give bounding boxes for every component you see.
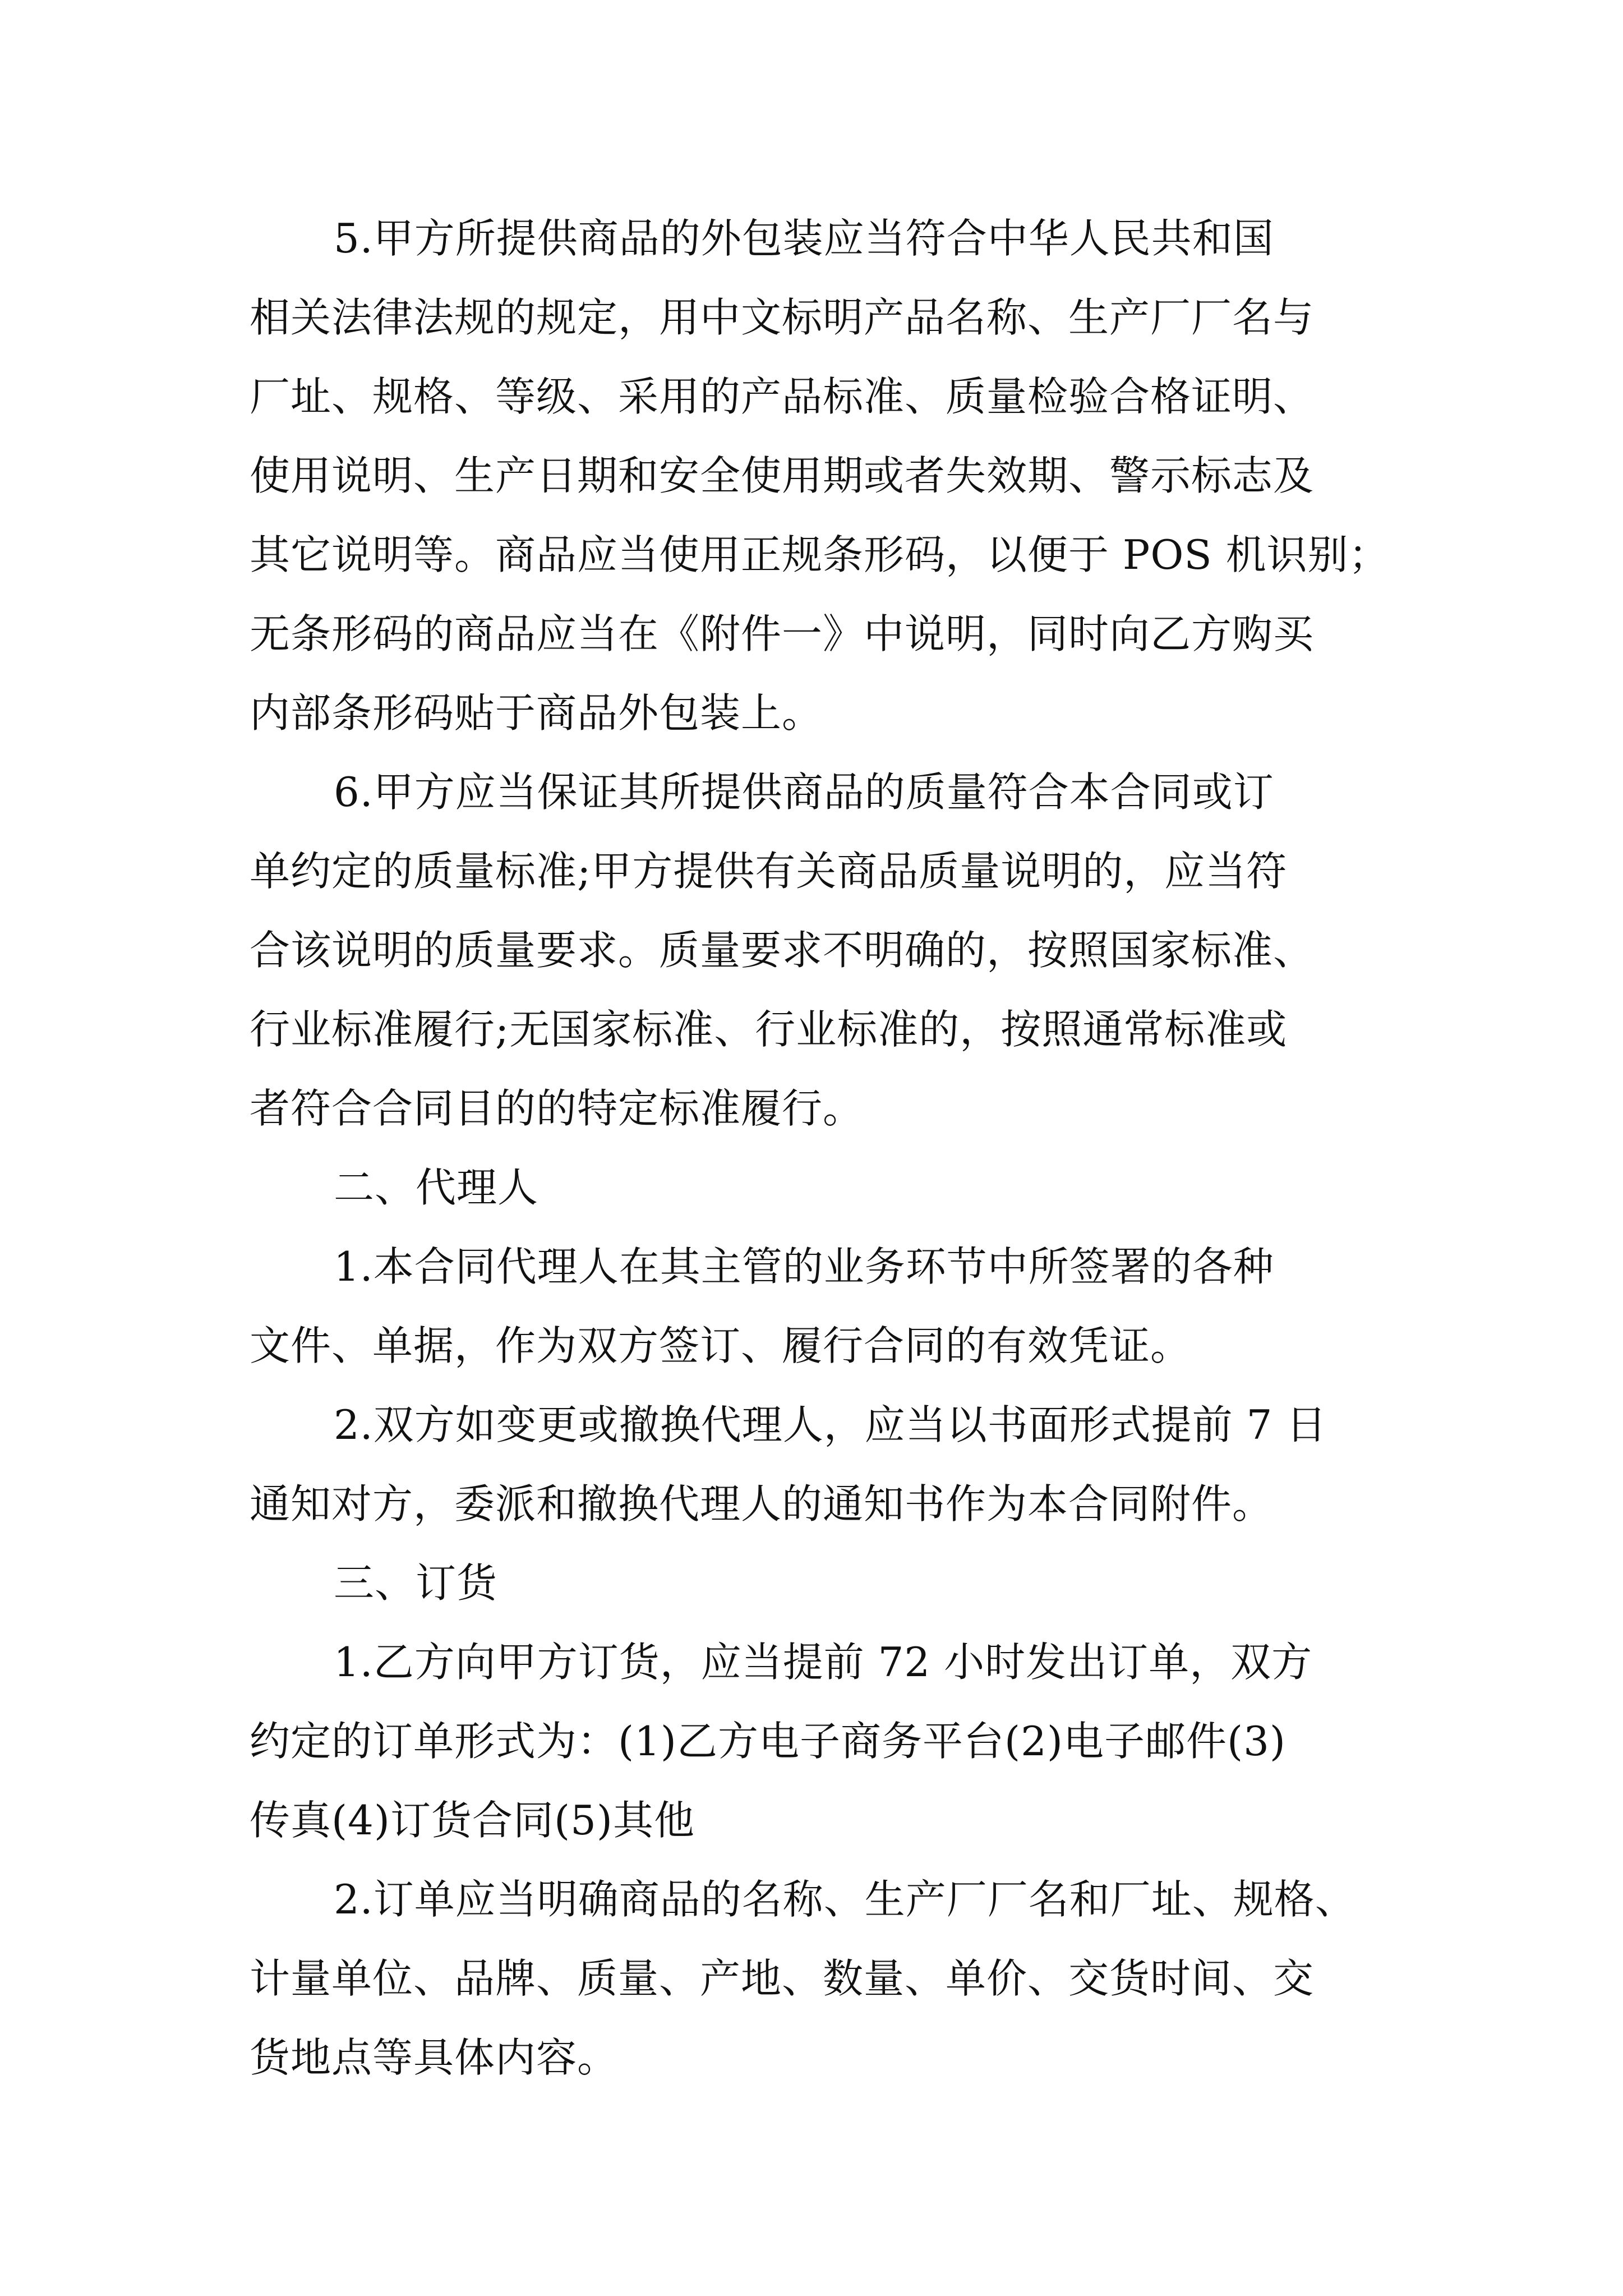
text-line: 单约定的质量标准;甲方提供有关商品质量说明的，应当符 (250, 848, 1288, 895)
text-line: 6.甲方应当保证其所提供商品的质量符合本合同或订 (334, 769, 1274, 816)
text-line: 1.乙方向甲方订货，应当提前 72 小时发出订单，双方 (334, 1639, 1313, 1686)
text-line: 计量单位、品牌、质量、产地、数量、单价、交货时间、交 (250, 1955, 1315, 2002)
document-body (250, 199, 1390, 2097)
text-line: 内部条形码贴于商品外包装上。 (250, 689, 823, 737)
text-line: 货地点等具体内容。 (250, 2034, 619, 2081)
text-line: 无条形码的商品应当在《附件一》中说明，同时向乙方购买 (250, 610, 1315, 657)
text-line: 通知对方，委派和撤换代理人的通知书作为本合同附件。 (250, 1480, 1274, 1527)
text-line: 文件、单据，作为双方签订、履行合同的有效凭证。 (250, 1322, 1192, 1369)
text-line: 其它说明等。商品应当使用正规条形码，以便于 POS 机识别； (250, 531, 1390, 578)
text-line: 约定的订单形式为：(1)乙方电子商务平台(2)电子邮件(3) (250, 1718, 1286, 1765)
text-line: 者符合合同目的的特定标准履行。 (250, 1085, 864, 1132)
text-line: 合该说明的质量要求。质量要求不明确的，按照国家标准、 (250, 927, 1315, 974)
text-line: 1.本合同代理人在其主管的业务环节中所签署的各种 (334, 1243, 1274, 1290)
text-line: 相关法律法规的规定，用中文标明产品名称、生产厂厂名与 (250, 294, 1315, 341)
text-line: 使用说明、生产日期和安全使用期或者失效期、警示标志及 (250, 452, 1315, 499)
text-line: 厂址、规格、等级、采用的产品标准、质量检验合格证明、 (250, 373, 1315, 420)
text-line: 2.订单应当明确商品的名称、生产厂厂名和厂址、规格、 (334, 1876, 1356, 1923)
text-line: 传真(4)订货合同(5)其他 (250, 1797, 695, 1844)
text-line: 行业标准履行;无国家标准、行业标准的，按照通常标准或 (250, 1006, 1288, 1053)
section-heading: 三、订货 (334, 1559, 498, 1607)
section-heading: 二、代理人 (334, 1164, 539, 1211)
text-line: 2.双方如变更或撤换代理人，应当以书面形式提前 7 日 (334, 1401, 1327, 1448)
text-line: 5.甲方所提供商品的外包装应当符合中华人民共和国 (334, 215, 1274, 262)
